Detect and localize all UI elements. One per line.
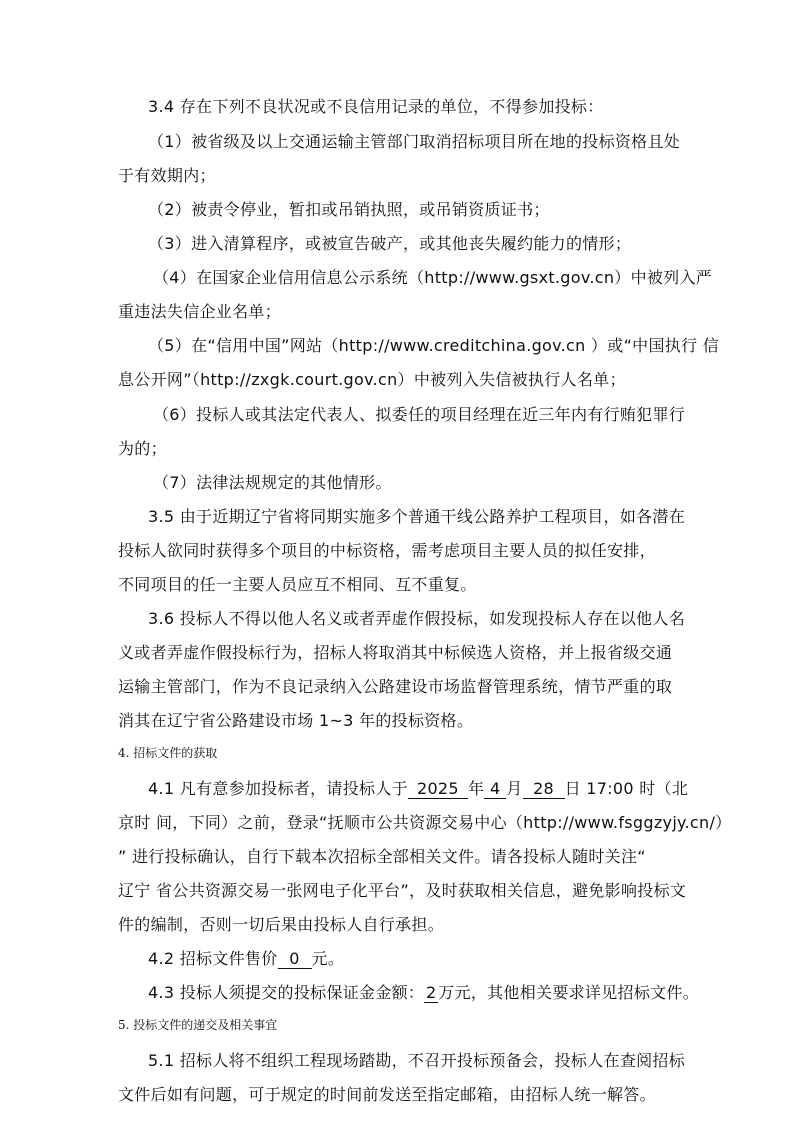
bid-bond-amount: 2 — [425, 983, 437, 1002]
clause-3-4-item-1: （1）被省级及以上交通运输主管部门取消招标项目所在地的投标资格且处 — [148, 132, 681, 151]
deadline-day: 28 — [523, 780, 565, 799]
section-heading-5: 5. 投标文件的递交及相关事宜 — [118, 1018, 278, 1032]
clause-3-4-item-5: （5）在“信用中国”网站（http://www.creditchina.gov.cn ）或“中国执行 信 — [148, 336, 720, 355]
clause-4-1 — [148, 778, 688, 800]
deadline-year: 2025 — [408, 780, 468, 799]
clause-3-4-item-5-cont: 息公开网”（http://zxgk.court.gov.cn）中被列入失信被执行人名单； — [118, 370, 626, 389]
clause-4-3-prefix: 4.3 投标人须提交的投标保证金金额： — [148, 983, 425, 1002]
clause-4-1-cont-4: 件的编制，否则一切后果由投标人自行承担。 — [118, 915, 445, 934]
clause-3-5-cont-1: 投标人欲同时获得多个项目的中标资格，需考虑项目主要人员的拟任安排， — [118, 541, 656, 560]
clause-3-4-item-4-cont: 重违法失信企业名单； — [118, 302, 282, 321]
deadline-time: 日 17:00 时（北 — [564, 779, 689, 798]
clause-5-1: 5.1 招标人将不组织工程现场踏勘，不召开投标预备会，投标人在查阅招标 — [148, 1051, 686, 1070]
clause-3-6: 3.6 投标人不得以他人名义或者弄虚作假投标，如发现投标人存在以他人名 — [148, 609, 686, 628]
clause-3-4-item-2: （2）被责令停业，暂扣或吊销执照，或吊销资质证书； — [148, 200, 550, 219]
clause-5-1-cont: 文件后如有问题，可于规定的时间前发送至指定邮箱，由招标人统一解答。 — [118, 1085, 656, 1104]
clause-3-4: 3.4 存在下列不良状况或不良信用记录的单位，不得参加投标： — [148, 97, 604, 116]
document-price-unit: 元。 — [311, 949, 345, 968]
clause-4-2 — [148, 948, 344, 970]
clause-3-4-item-6: （6）投标人或其法定代表人、拟委任的项目经理在近三年内有行贿犯罪行 — [153, 405, 686, 424]
clause-4-1-cont-1: 京时 间，下同）之前，登录“抚顺市公共资源交易中心（http://www.fsggzyjy.cn/） — [118, 813, 732, 832]
deadline-month-unit: 月 — [506, 779, 523, 798]
clause-4-1-cont-3: 辽宁 省公共资源交易一张网电子化平台”，及时获取相关信息，避免影响投标文 — [118, 881, 687, 900]
clause-3-5-cont-2: 不同项目的任一主要人员应互不相同、互不重复。 — [118, 575, 477, 594]
clause-3-4-item-3: （3）进入清算程序，或被宣告破产，或其他丧失履约能力的情形； — [148, 234, 632, 253]
clause-3-6-cont-3: 消其在辽宁省公路建设市场 1~3 年的投标资格。 — [118, 711, 474, 730]
clause-4-1-prefix: 4.1 凡有意参加投标者，请投标人于 — [148, 779, 408, 798]
clause-3-4-item-1-cont: 于有效期内； — [118, 166, 216, 185]
deadline-month: 4 — [484, 780, 506, 799]
section-heading-4: 4. 招标文件的获取 — [118, 746, 218, 760]
clause-3-5: 3.5 由于近期辽宁省将同期实施多个普通干线公路养护工程项目，如各潜在 — [148, 507, 686, 526]
document-price: 0 — [278, 950, 312, 969]
clause-4-2-prefix: 4.2 招标文件售价 — [148, 949, 278, 968]
clause-3-6-cont-2: 运输主管部门，作为不良记录纳入公路建设市场监督管理系统，情节严重的取 — [118, 677, 673, 696]
clause-3-4-item-6-cont: 为的； — [118, 439, 167, 458]
clause-4-3-suffix: 万元，其他相关要求详见招标文件。 — [438, 983, 700, 1002]
clause-4-3 — [148, 982, 699, 1004]
deadline-year-unit: 年 — [467, 779, 485, 798]
clause-4-1-cont-2: ” 进行投标确认，自行下载本次招标全部相关文件。请各投标人随时关注“ — [118, 847, 646, 866]
clause-3-4-item-7: （7）法律法规规定的其他情形。 — [153, 473, 392, 492]
clause-3-4-item-4: （4）在国家企业信用信息公示系统（http://www.gsxt.gov.cn）中被列入严 — [153, 268, 713, 287]
clause-3-6-cont-1: 义或者弄虚作假投标行为，招标人将取消其中标候选人资格，并上报省级交通 — [118, 643, 673, 662]
